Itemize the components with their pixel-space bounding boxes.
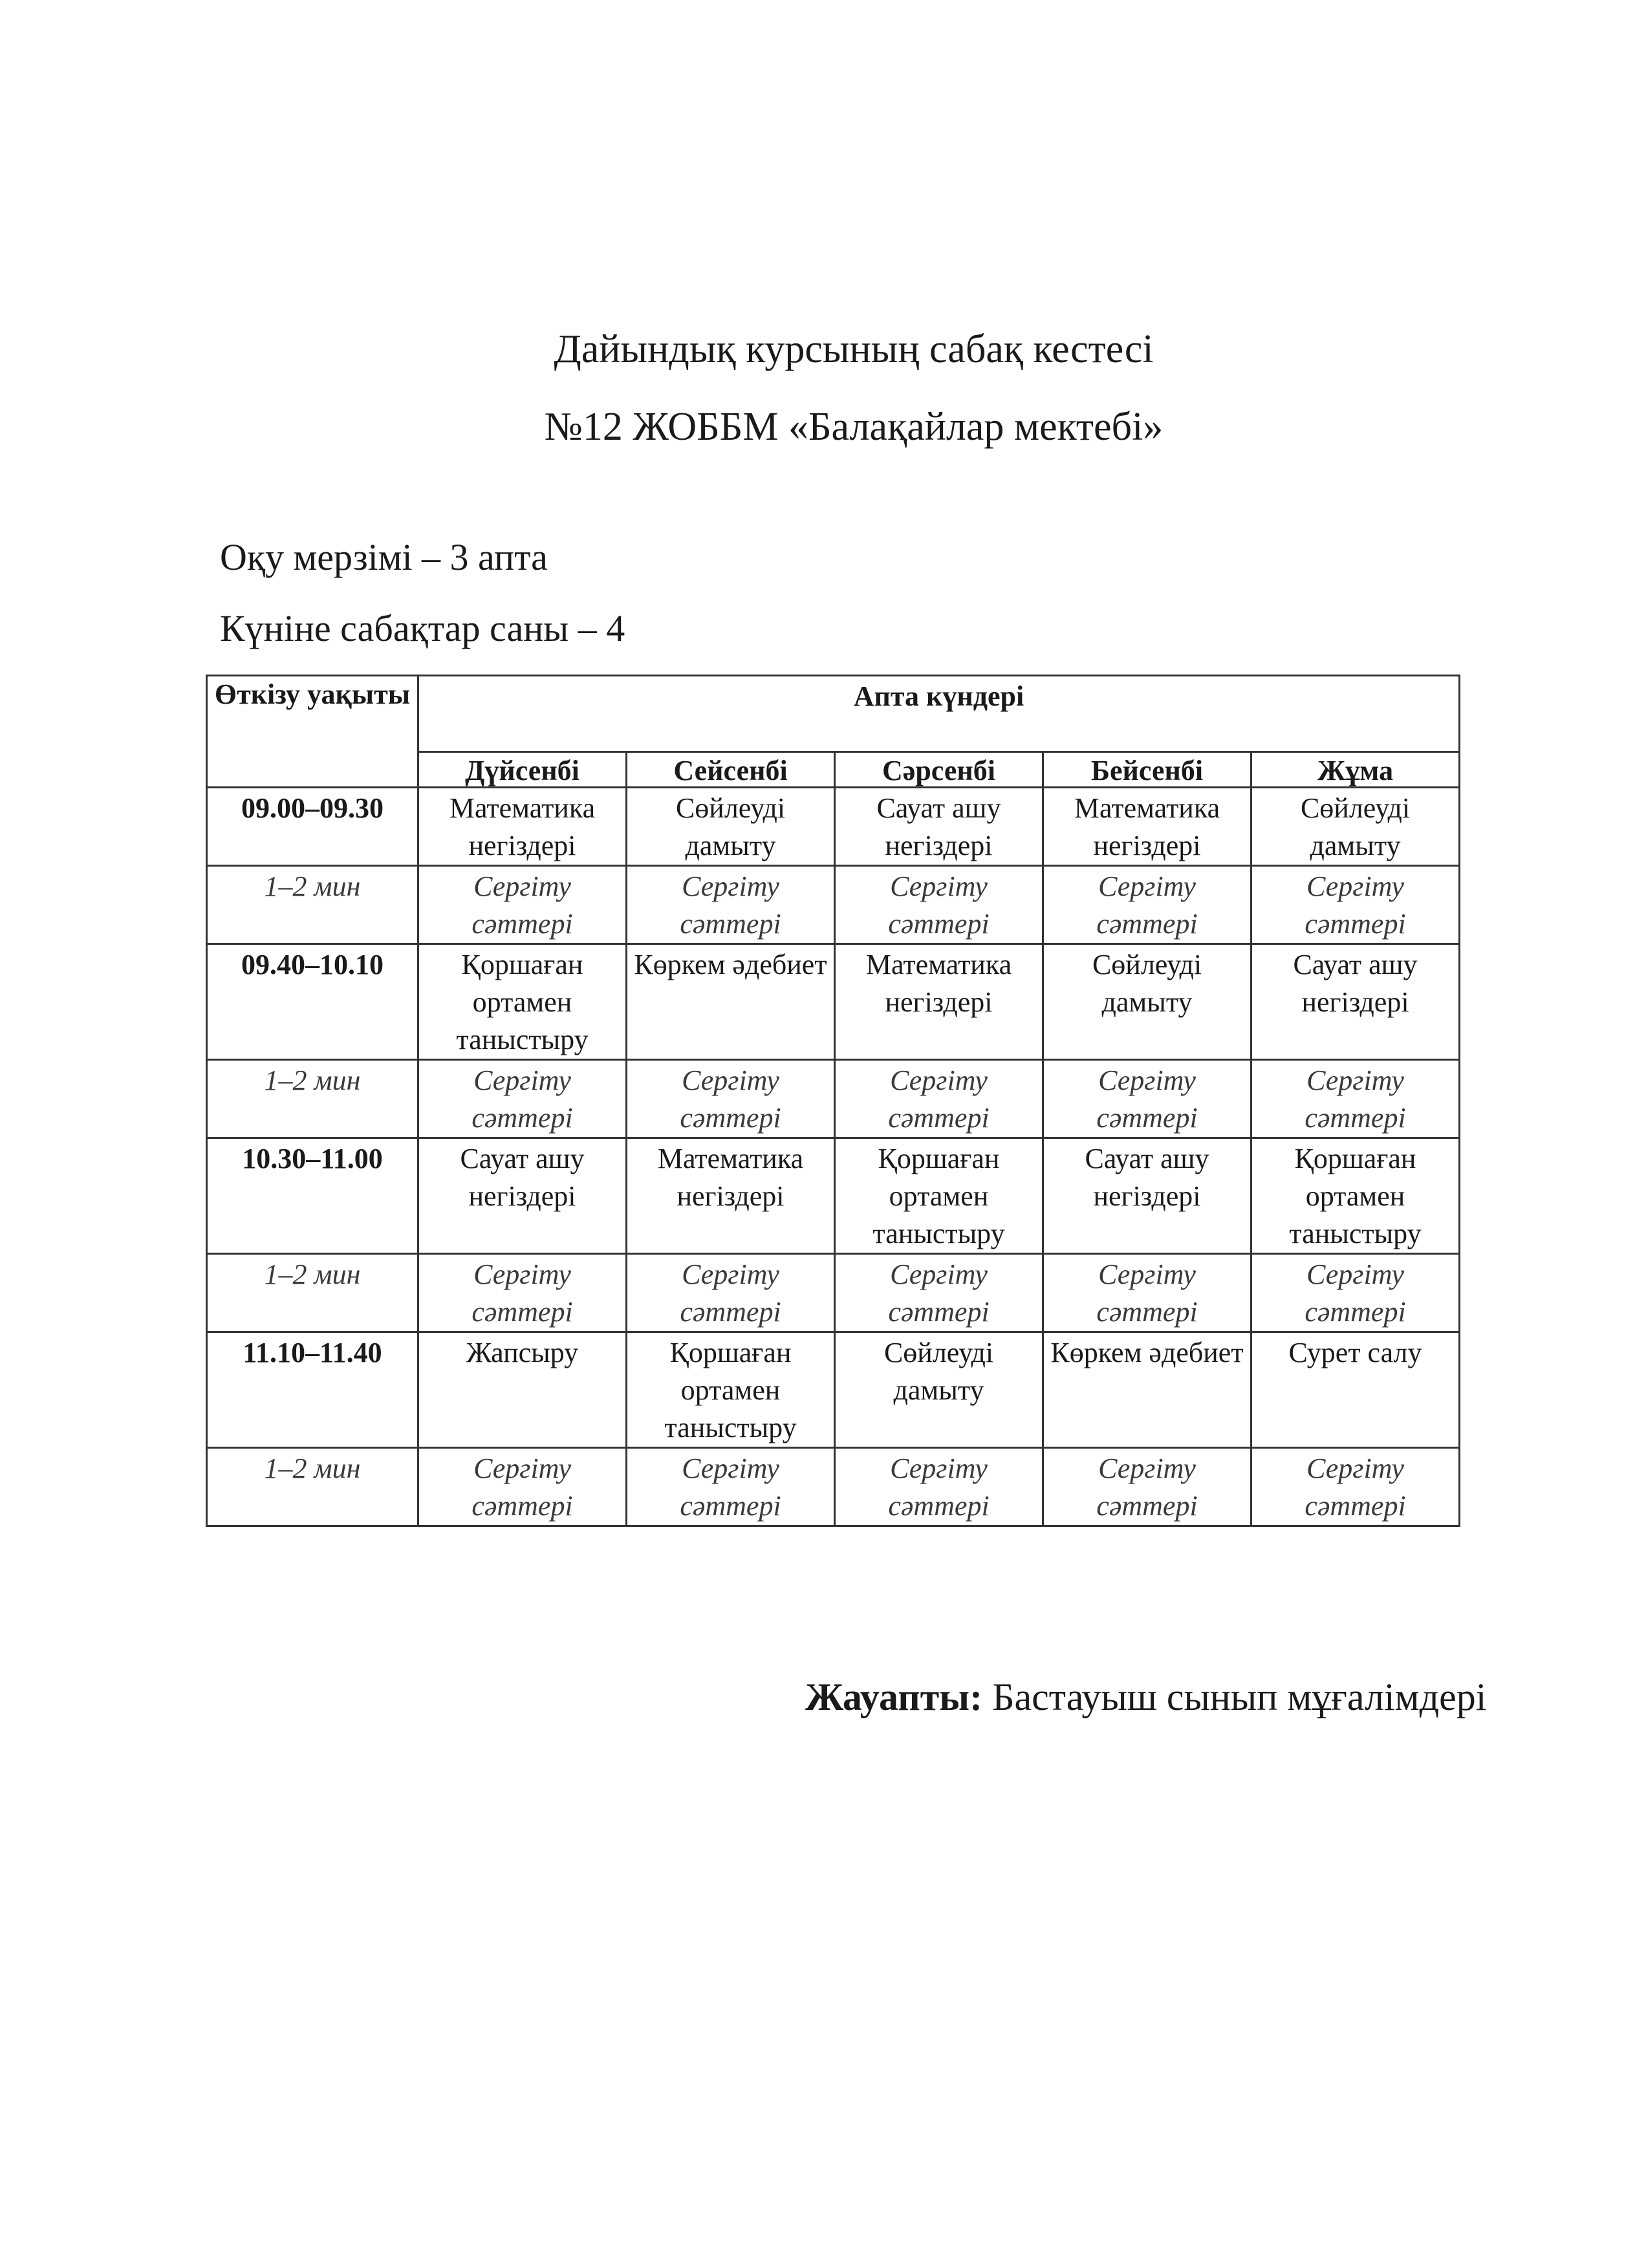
break-cell: Сергіту сәттері [418,1254,627,1332]
responsible-label: Жауапты: [805,1676,983,1718]
break-cell: Сергіту сәттері [1251,1060,1460,1138]
table-row [207,1254,1460,1332]
lesson-cell: Қоршаған ортамен таныстыру [418,944,627,1060]
time-cell: 11.10–11.40 [207,1332,418,1448]
day-header: Сәрсенбі [835,752,1043,788]
break-cell: Сергіту сәттері [835,866,1043,944]
break-cell: Сергіту сәттері [1251,1448,1460,1526]
lesson-cell: Көркем әдебиет [1043,1332,1251,1448]
schedule-table [206,675,1460,1527]
break-cell: Сергіту сәттері [1043,1060,1251,1138]
break-cell: Сергіту сәттері [418,1448,627,1526]
lesson-cell: Математика негіздері [418,788,627,866]
break-cell: Сергіту сәттері [627,1254,835,1332]
days-header: Апта күндері [418,676,1460,752]
lesson-cell: Математика негіздері [1043,788,1251,866]
day-header: Жұма [1251,752,1460,788]
day-header: Бейсенбі [1043,752,1251,788]
study-period: Оқу мерзімі – 3 апта [220,536,548,578]
lesson-cell: Сауат ашу негіздері [1043,1138,1251,1254]
table-row [207,944,1460,1060]
break-cell: Сергіту сәттері [835,1254,1043,1332]
lesson-cell: Сөйлеуді дамыту [1043,944,1251,1060]
table-row [207,1138,1460,1254]
break-cell: Сергіту сәттері [1251,866,1460,944]
time-column-header: Өткізу уақыты [207,676,418,788]
break-cell: Сергіту сәттері [835,1448,1043,1526]
break-cell: Сергіту сәттері [835,1060,1043,1138]
lesson-cell: Қоршаған ортамен таныстыру [835,1138,1043,1254]
lesson-cell: Математика негіздері [627,1138,835,1254]
break-cell: Сергіту сәттері [418,1060,627,1138]
table-row [207,788,1460,866]
break-cell: Сергіту сәттері [1043,1448,1251,1526]
lessons-per-day: Күніне сабақтар саны – 4 [220,607,625,649]
lesson-cell: Қоршаған ортамен таныстыру [1251,1138,1460,1254]
time-cell: 09.40–10.10 [207,944,418,1060]
lesson-cell: Математика негіздері [835,944,1043,1060]
lesson-cell: Жапсыру [418,1332,627,1448]
responsible-value: Бастауыш сынып мұғалімдері [992,1676,1487,1718]
table-row [207,866,1460,944]
lesson-cell: Сөйлеуді дамыту [627,788,835,866]
school-name: №12 ЖОББМ «Балақайлар мектебі» [544,405,1164,449]
lesson-cell: Сөйлеуді дамыту [1251,788,1460,866]
break-cell: Сергіту сәттері [1043,1254,1251,1332]
document-title: Дайындық курсының сабақ кестесі [554,327,1154,371]
break-cell: Сергіту сәттері [1043,866,1251,944]
break-time-cell: 1–2 мин [207,1254,418,1332]
table-row [207,1448,1460,1526]
lesson-cell: Сөйлеуді дамыту [835,1332,1043,1448]
day-header: Сейсенбі [627,752,835,788]
break-cell: Сергіту сәттері [418,866,627,944]
break-time-cell: 1–2 мин [207,866,418,944]
break-cell: Сергіту сәттері [1251,1254,1460,1332]
table-row [207,1332,1460,1448]
break-cell: Сергіту сәттері [627,866,835,944]
break-cell: Сергіту сәттері [627,1060,835,1138]
break-time-cell: 1–2 мин [207,1448,418,1526]
break-time-cell: 1–2 мин [207,1060,418,1138]
lesson-cell: Сауат ашу негіздері [835,788,1043,866]
lesson-cell: Сауат ашу негіздері [418,1138,627,1254]
lesson-cell: Қоршаған ортамен таныстыру [627,1332,835,1448]
break-cell: Сергіту сәттері [627,1448,835,1526]
lesson-cell: Көркем әдебиет [627,944,835,1060]
lesson-cell: Сурет салу [1251,1332,1460,1448]
responsible-line [805,1675,1486,1720]
lesson-cell: Сауат ашу негіздері [1251,944,1460,1060]
time-cell: 09.00–09.30 [207,788,418,866]
day-header: Дүйсенбі [418,752,627,788]
table-row [207,1060,1460,1138]
time-cell: 10.30–11.00 [207,1138,418,1254]
